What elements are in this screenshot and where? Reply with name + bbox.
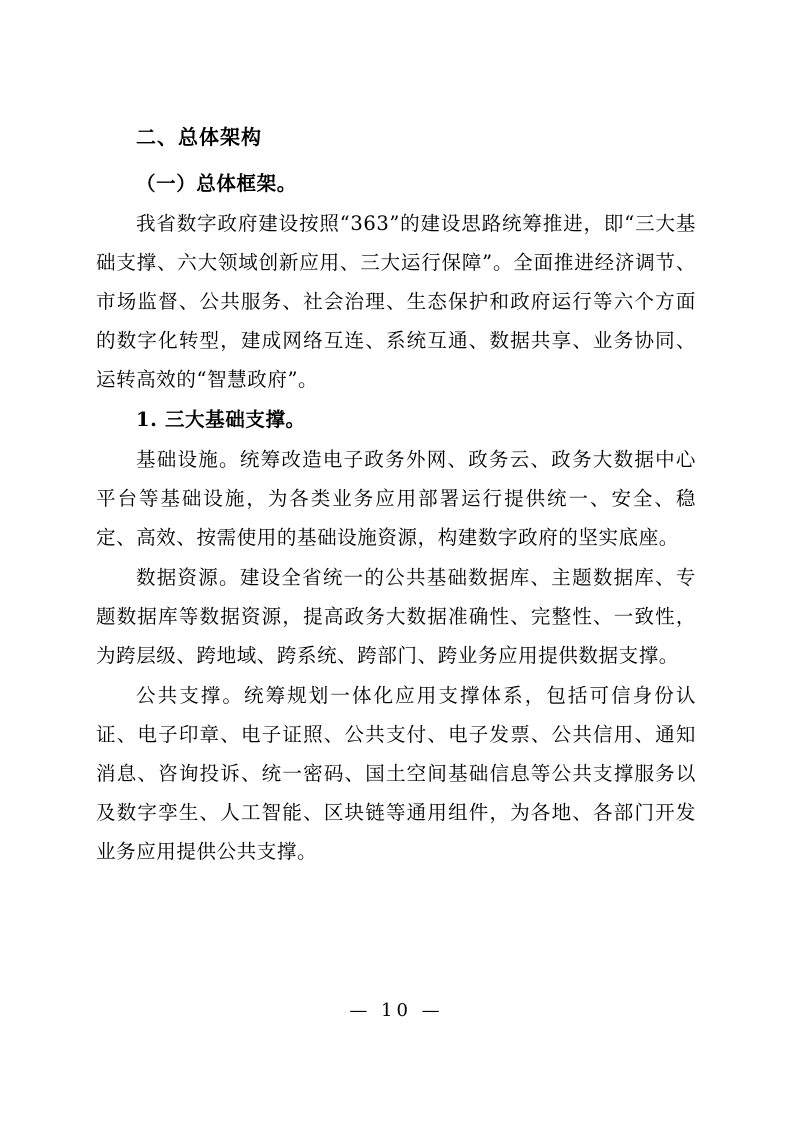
numbered-heading-1: 1. 三大基础支撑。 — [136, 408, 306, 431]
section-heading: 二、总体架构 — [136, 125, 262, 149]
page-number: — 10 — — [349, 1000, 444, 1021]
paragraph-public-support: 公共支撑。统筹规划一体化应用支撑体系，包括可信身份认证、电子印章、电子证照、公共支付、电子发票、公共信用、通知消息、咨询投诉、统一密码、国土空间基础信息等公共支撑服务以及数字孪生、人工智能、区块链等通用组件，为各地、各部门开发业务应用提供公共支撑。 — [96, 684, 696, 863]
document-body — [96, 118, 696, 871]
subsection-heading: （一）总体框架。 — [136, 172, 297, 195]
paragraph-data-resources: 数据资源。建设全省统一的公共基础数据库、主题数据库、专题数据库等数据资源，提高政务大数据准确性、完整性、一致性，为跨层级、跨地域、跨系统、跨部门、跨业务应用提供数据支撑。 — [96, 566, 696, 667]
paragraph-infrastructure: 基础设施。统筹改造电子政务外网、政务云、政务大数据中心平台等基础设施，为各类业务应用部署运行提供统一、安全、稳定、高效、按需使用的基础设施资源，构建数字政府的坚实底座。 — [96, 448, 696, 549]
paragraph-overview: 我省数字政府建设按照“363”的建设思路统筹推进，即“三大基础支撑、六大领域创新应用、三大运行保障”。全面推进经济调节、市场监督、公共服务、社会治理、生态保护和政府运行等六个方面的数字化转型，建成网络互连、系统互通、数据共享、业务协同、运转高效的“智慧政府”。 — [96, 212, 696, 391]
